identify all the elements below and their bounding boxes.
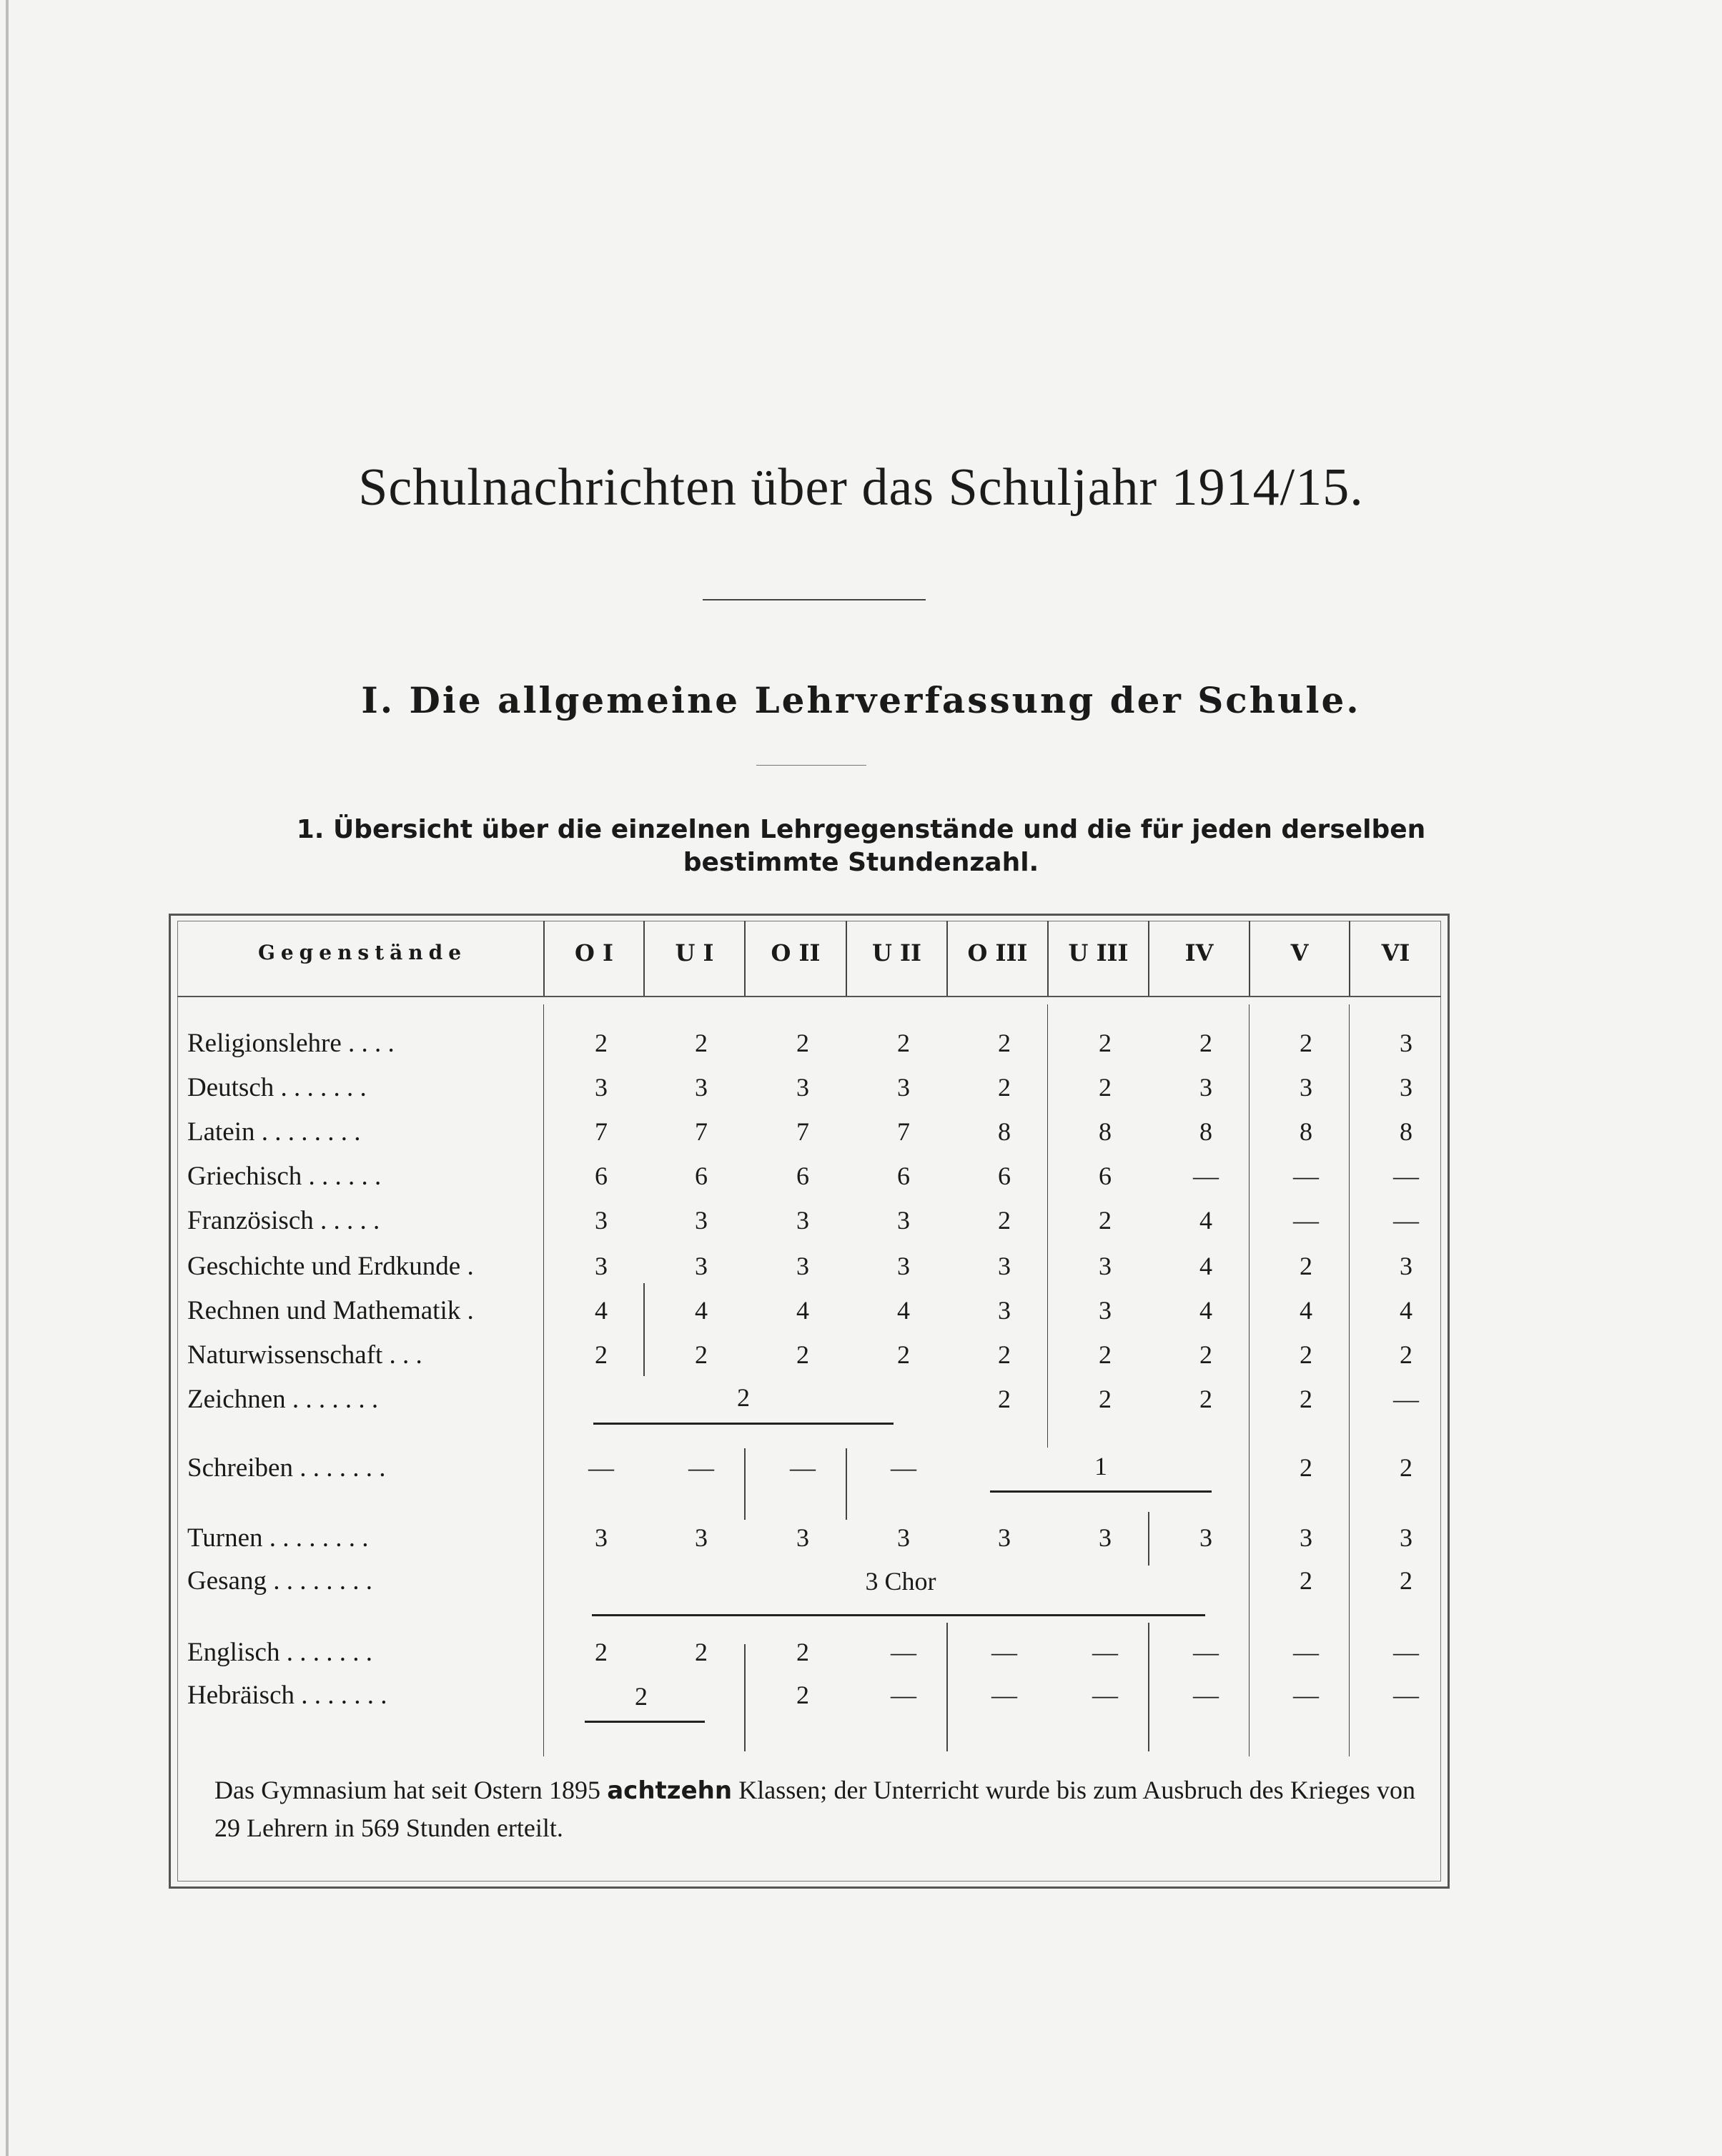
table-cell: —: [1393, 1681, 1419, 1709]
row-label: Englisch . . . . . . .: [187, 1638, 372, 1667]
brace-gesang: [592, 1614, 1205, 1616]
merged-cell-zeichnen: 2: [737, 1383, 750, 1412]
table-cell: 3: [897, 1523, 910, 1552]
table-cell: 3: [998, 1523, 1011, 1552]
table-cell: 3: [1199, 1523, 1212, 1552]
table-cell: —: [1293, 1681, 1319, 1709]
table-cell: —: [688, 1453, 714, 1482]
brace-hebraeisch: [585, 1721, 705, 1723]
table-cell: 3: [695, 1073, 708, 1102]
table-cell: 2: [1400, 1453, 1412, 1482]
table-cell: —: [790, 1453, 816, 1482]
table-cell: 2: [1300, 1566, 1312, 1595]
table-cell: 2: [796, 1638, 809, 1666]
subheading-line2: bestimmte Stundenzahl.: [683, 848, 1039, 877]
footer-bold: achtzehn: [607, 1776, 733, 1805]
table-cell: 2: [1099, 1340, 1112, 1369]
merged-cell-schreiben: 1: [1094, 1452, 1107, 1480]
table-cell: 2: [1400, 1340, 1412, 1369]
table-cell: —: [1393, 1638, 1419, 1666]
table-cell: 2: [998, 1206, 1011, 1235]
table-cell: 2: [1099, 1029, 1112, 1057]
header-col-uiii: U III: [1068, 939, 1129, 966]
table-cell: 4: [695, 1296, 708, 1325]
table-cell: 3: [796, 1206, 809, 1235]
heading-rule: [756, 765, 866, 766]
table-cell: 3: [1400, 1073, 1412, 1102]
table-cell: 8: [1099, 1117, 1112, 1146]
table-cell: 2: [998, 1073, 1011, 1102]
table-cell: —: [1293, 1206, 1319, 1235]
table-cell: 3: [595, 1073, 608, 1102]
table-cell: —: [1293, 1162, 1319, 1190]
table-cell: 2: [998, 1340, 1011, 1369]
table-cell: —: [891, 1681, 916, 1709]
row-label: Schreiben . . . . . . .: [187, 1453, 386, 1483]
table-cell: 2: [1400, 1566, 1412, 1595]
table-cell: —: [991, 1681, 1017, 1709]
table-cell: 3: [1199, 1073, 1212, 1102]
row-label: Griechisch . . . . . .: [187, 1162, 382, 1191]
table-cell: 3: [1099, 1296, 1112, 1325]
table-cell: —: [1393, 1206, 1419, 1235]
table-cell: 2: [695, 1638, 708, 1666]
table-cell: 2: [1300, 1340, 1312, 1369]
table-cell: 8: [1199, 1117, 1212, 1146]
table-cell: 2: [595, 1029, 608, 1057]
table-cell: 2: [897, 1029, 910, 1057]
page-edge: [6, 0, 9, 2156]
brace-schreiben: [990, 1490, 1212, 1493]
subheading-line1: 1. Übersicht über die einzelnen Lehrgegenstände und die für jeden derselben: [296, 815, 1426, 844]
table-cell: 3: [796, 1252, 809, 1280]
header-col-oii: O II: [771, 939, 821, 966]
table-cell: 2: [1300, 1385, 1312, 1413]
table-cell: —: [1193, 1162, 1219, 1190]
table-cell: 6: [796, 1162, 809, 1190]
table-cell: 7: [897, 1117, 910, 1146]
table-cell: 4: [595, 1296, 608, 1325]
footer-note: [214, 1771, 1415, 1846]
header-col-vi: VI: [1381, 939, 1410, 966]
table-cell: 7: [695, 1117, 708, 1146]
table-cell: —: [1092, 1638, 1118, 1666]
header-col-iv: IV: [1184, 939, 1214, 966]
row-label: Geschichte und Erdkunde .: [187, 1252, 474, 1281]
row-label: Hebräisch . . . . . . .: [187, 1681, 387, 1710]
col-divider: [543, 1004, 544, 1756]
row-label: Rechnen und Mathematik .: [187, 1296, 474, 1325]
table-cell: 2: [897, 1340, 910, 1369]
table-cell: 4: [1199, 1296, 1212, 1325]
table-cell: 2: [1099, 1385, 1112, 1413]
row-label: Religionslehre . . . .: [187, 1029, 395, 1058]
table-cell: —: [991, 1638, 1017, 1666]
table-cell: 2: [998, 1029, 1011, 1057]
table-cell: —: [1393, 1385, 1419, 1413]
table-cell: —: [1293, 1638, 1319, 1666]
table-cell: 3: [897, 1073, 910, 1102]
table-cell: 2: [1099, 1073, 1112, 1102]
table-cell: —: [891, 1453, 916, 1482]
table-cell: 3: [1400, 1029, 1412, 1057]
table-cell: 8: [1300, 1117, 1312, 1146]
table-cell: 2: [796, 1681, 809, 1709]
row-label: Naturwissenschaft . . .: [187, 1340, 422, 1370]
table-cell: 4: [796, 1296, 809, 1325]
table-cell: 3: [695, 1252, 708, 1280]
table-cell: 6: [595, 1162, 608, 1190]
table-cell: 7: [796, 1117, 809, 1146]
row-label: Latein . . . . . . . .: [187, 1117, 361, 1147]
table-cell: 2: [1199, 1385, 1212, 1413]
table-cell: 3: [796, 1073, 809, 1102]
table-cell: 2: [998, 1385, 1011, 1413]
table-cell: 6: [695, 1162, 708, 1190]
table-cell: 3: [1400, 1523, 1412, 1552]
table-cell: 3: [695, 1523, 708, 1552]
table-cell: 2: [695, 1340, 708, 1369]
table-header-separator: [177, 996, 1441, 997]
merged-cell-gesang: 3 Chor: [865, 1567, 936, 1596]
table-cell: 7: [595, 1117, 608, 1146]
header-col-v: V: [1290, 939, 1309, 966]
subheading: [0, 814, 1722, 879]
table-cell: 2: [595, 1638, 608, 1666]
header-col-uii: U II: [872, 939, 921, 966]
table-cell: 2: [595, 1340, 608, 1369]
header-col-oi: O I: [575, 939, 613, 966]
header-subjects: Gegenstände: [257, 941, 467, 964]
footer-part1: Das Gymnasium hat seit Ostern 1895: [214, 1776, 601, 1804]
row-label: Zeichnen . . . . . . .: [187, 1385, 379, 1414]
row-label: Deutsch . . . . . . .: [187, 1073, 367, 1102]
table-cell: —: [1193, 1638, 1219, 1666]
table-cell: 2: [1300, 1029, 1312, 1057]
table-cell: 2: [1199, 1340, 1212, 1369]
table-cell: 4: [1199, 1252, 1212, 1280]
table-cell: 4: [1400, 1296, 1412, 1325]
brace-zeichnen: [593, 1423, 894, 1425]
table-cell: 2: [695, 1029, 708, 1057]
table-cell: —: [1092, 1681, 1118, 1709]
table-cell: —: [1193, 1681, 1219, 1709]
table-cell: 2: [1300, 1453, 1312, 1482]
table-cell: 3: [897, 1206, 910, 1235]
table-cell: —: [1393, 1162, 1419, 1190]
table-cell: 4: [1300, 1296, 1312, 1325]
table-cell: 3: [1099, 1252, 1112, 1280]
table-cell: 4: [897, 1296, 910, 1325]
table-cell: 3: [595, 1523, 608, 1552]
row-label: Gesang . . . . . . . .: [187, 1566, 372, 1596]
table-cell: 8: [998, 1117, 1011, 1146]
table-cell: 3: [998, 1296, 1011, 1325]
table-cell: —: [588, 1453, 614, 1482]
table-cell: 3: [796, 1523, 809, 1552]
table-cell: 3: [1300, 1523, 1312, 1552]
table-cell: 4: [1199, 1206, 1212, 1235]
section-heading: I. Die allgemeine Lehrverfassung der Schule.: [361, 679, 1361, 721]
table-cell: 3: [595, 1206, 608, 1235]
table-cell: 3: [1300, 1073, 1312, 1102]
header-col-oiii: O III: [967, 939, 1028, 966]
table-cell: 3: [998, 1252, 1011, 1280]
row-label: Turnen . . . . . . . .: [187, 1523, 369, 1553]
table-cell: 2: [1199, 1029, 1212, 1057]
table-cell: 6: [897, 1162, 910, 1190]
table-cell: 3: [1099, 1523, 1112, 1552]
table-cell: 3: [897, 1252, 910, 1280]
row-label: Französisch . . . . .: [187, 1206, 380, 1235]
table-cell: 2: [796, 1340, 809, 1369]
table-cell: 6: [1099, 1162, 1112, 1190]
table-cell: 2: [796, 1029, 809, 1057]
title-rule: [703, 599, 926, 600]
table-cell: —: [891, 1638, 916, 1666]
footer-part2: Klassen; der Unterricht wurde bis zum Ausbruch des Krieges von 29 Lehrern in 569 Stunden erteilt.: [214, 1776, 1415, 1842]
page-title: Schulnachrichten über das Schuljahr 1914/15.: [358, 458, 1364, 517]
table-cell: 3: [1400, 1252, 1412, 1280]
table-cell: 3: [695, 1206, 708, 1235]
table-cell: 3: [595, 1252, 608, 1280]
table-cell: 2: [1099, 1206, 1112, 1235]
table-cell: 6: [998, 1162, 1011, 1190]
merged-cell-hebraeisch: 2: [635, 1682, 648, 1711]
header-col-ui: U I: [675, 939, 714, 966]
table-cell: 2: [1300, 1252, 1312, 1280]
table-cell: 8: [1400, 1117, 1412, 1146]
